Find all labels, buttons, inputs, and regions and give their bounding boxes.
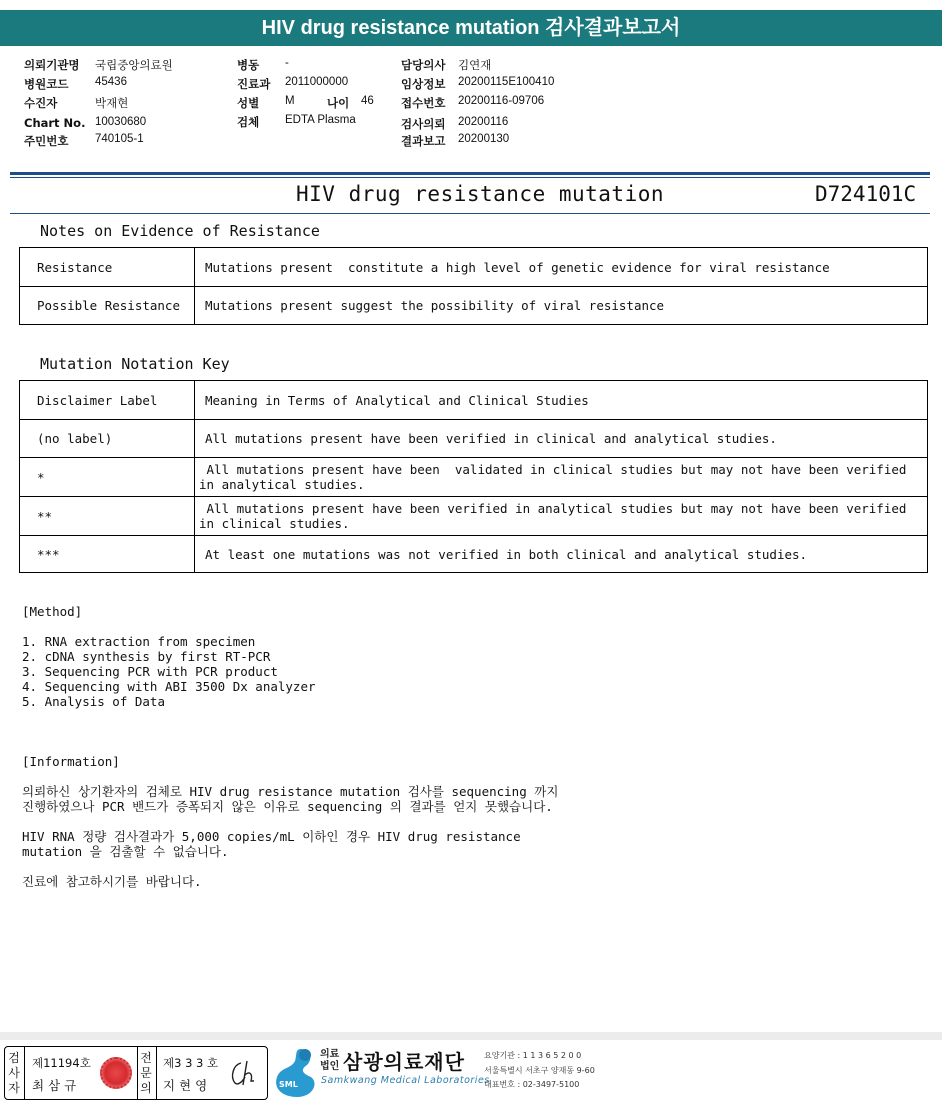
resident-no-value: 740105-1 [95,133,144,145]
evidence-desc: Mutations present suggest the possibility of viral resistance [195,287,928,325]
org-phone: 대표번호 : 02-3497-5100 [484,1080,580,1089]
specimen-label: 검체 [237,115,260,129]
report-title-bar: HIV drug resistance mutation 검사결과보고서 [0,10,942,46]
divider [156,1047,157,1099]
notation-label: * [20,458,195,497]
notation-desc: All mutations present have been verified in analytical studies but may not have been verified in clinical studies. [195,497,928,536]
sex-label: 성별 [237,96,260,110]
header-divider-thin [10,177,930,178]
table-row [20,497,928,536]
notation-label: (no label) [20,420,195,458]
notation-desc: At least one mutations was not verified in both clinical and analytical studies. [195,536,928,573]
request-date-value: 20200116 [458,116,509,128]
notation-desc: Meaning in Terms of Analytical and Clinical Studies [195,381,928,420]
org-type: 의료 법인 [320,1049,340,1072]
doctor-value: 김연재 [458,60,492,72]
department-label: 진료과 [237,77,271,91]
ward-label: 병동 [237,58,260,72]
org-name: 삼광의료재단 [343,1050,465,1074]
logo-badge-text: SML [279,1080,298,1089]
report-date-value: 20200130 [458,133,510,145]
information-paragraph: HIV RNA 정량 검사결과가 5,000 copies/mL 이하인 경우 HIV drug resistance mutation 을 검출할 수 없습니다. [22,829,521,859]
resident-no-label: 주민번호 [24,134,69,148]
specialist-license: 제3 3 3 호 [163,1056,219,1070]
doctor-label: 담당의사 [401,58,446,72]
table-row [20,248,928,287]
patient-info-block [0,56,942,166]
notation-label: *** [20,536,195,573]
method-step: 5. Analysis of Data [22,694,165,709]
method-step: 4. Sequencing with ABI 3500 Dx analyzer [22,679,316,694]
divider [137,1047,138,1099]
clinical-info-value: 20200115E100410 [458,76,555,88]
table-row [20,420,928,458]
footer-divider [0,1032,942,1040]
org-name-en: Samkwang Medical Laboratories [321,1075,490,1086]
specialist-name: 지 현 영 [163,1078,208,1093]
notation-desc: All mutations present have been verified in clinical and analytical studies. [195,420,928,458]
table-row [20,458,928,497]
request-date-label: 검사의뢰 [401,117,446,131]
sex-value: M [285,95,295,107]
collector-value: 박재현 [95,98,129,110]
method-step: 3. Sequencing PCR with PCR product [22,664,278,679]
evidence-label: Resistance [20,248,195,287]
evidence-desc: Mutations present constitute a high level of genetic evidence for viral resistance [195,248,928,287]
notation-table [19,380,928,573]
notation-heading: Mutation Notation Key [40,355,230,373]
notation-label: Disclaimer Label [20,381,195,420]
method-step: 1. RNA extraction from specimen [22,634,256,649]
header-divider [10,172,930,175]
report-code: D724101C [815,182,917,206]
table-row [20,287,928,325]
evidence-label: Possible Resistance [20,287,195,325]
table-row [20,536,928,573]
tester-label: 검사자 [8,1051,20,1095]
heading-divider [10,213,930,214]
specimen-value: EDTA Plasma [285,114,356,126]
signature-mark [227,1057,263,1089]
table-row [20,381,928,420]
agency-number: 요양기관 : 1 1 3 6 5 2 0 0 [484,1051,582,1060]
information-paragraph: 진료에 참고하시기를 바랍니다. [22,874,202,889]
ward-value: - [285,57,289,69]
information-heading: [Information] [22,754,120,769]
hospital-value: 국립중앙의료원 [95,60,173,72]
method-heading: [Method] [22,604,83,619]
collector-label: 수진자 [24,96,58,110]
evidence-heading: Notes on Evidence of Resistance [40,222,320,240]
tester-name: 최 삼 규 [32,1078,77,1093]
method-step: 2. cDNA synthesis by first RT-PCR [22,649,271,664]
org-address: 서울특별시 서초구 양재동 9-60 [484,1066,595,1075]
receipt-no-label: 접수번호 [401,96,446,110]
notation-label: ** [20,497,195,536]
department-value: 2011000000 [285,76,349,88]
report-heading: HIV drug resistance mutation [296,182,665,206]
hospital-label: 의뢰기관명 [24,58,80,72]
age-value: 46 [361,95,374,107]
chart-no-label: Chart No. [24,116,86,130]
hospital-code-value: 45436 [95,76,127,88]
sml-logo-icon [271,1047,319,1099]
evidence-table [19,247,928,325]
signature-box [4,1046,268,1100]
information-paragraph: 의뢰하신 상기환자의 검체로 HIV drug resistance mutation 검사를 sequencing 까지 진행하였으나 PCR 밴드가 증폭되지 않은 이유로 sequencing 의 결과를 얻지 못했습니다. [22,784,559,814]
report-date-label: 결과보고 [401,134,446,148]
hospital-code-label: 병원코드 [24,77,69,91]
notation-desc: All mutations present have been validated in clinical studies but may not have been verified in analytical studies. [195,458,928,497]
tester-license: 제11194호 [32,1056,91,1070]
clinical-info-label: 임상정보 [401,77,446,91]
chart-no-value: 10030680 [95,116,147,128]
specialist-label: 전문의 [140,1051,152,1095]
divider [24,1047,25,1099]
age-label: 나이 [327,96,350,110]
receipt-no-value: 20200116-09706 [458,95,545,107]
seal-stamp [100,1057,132,1089]
